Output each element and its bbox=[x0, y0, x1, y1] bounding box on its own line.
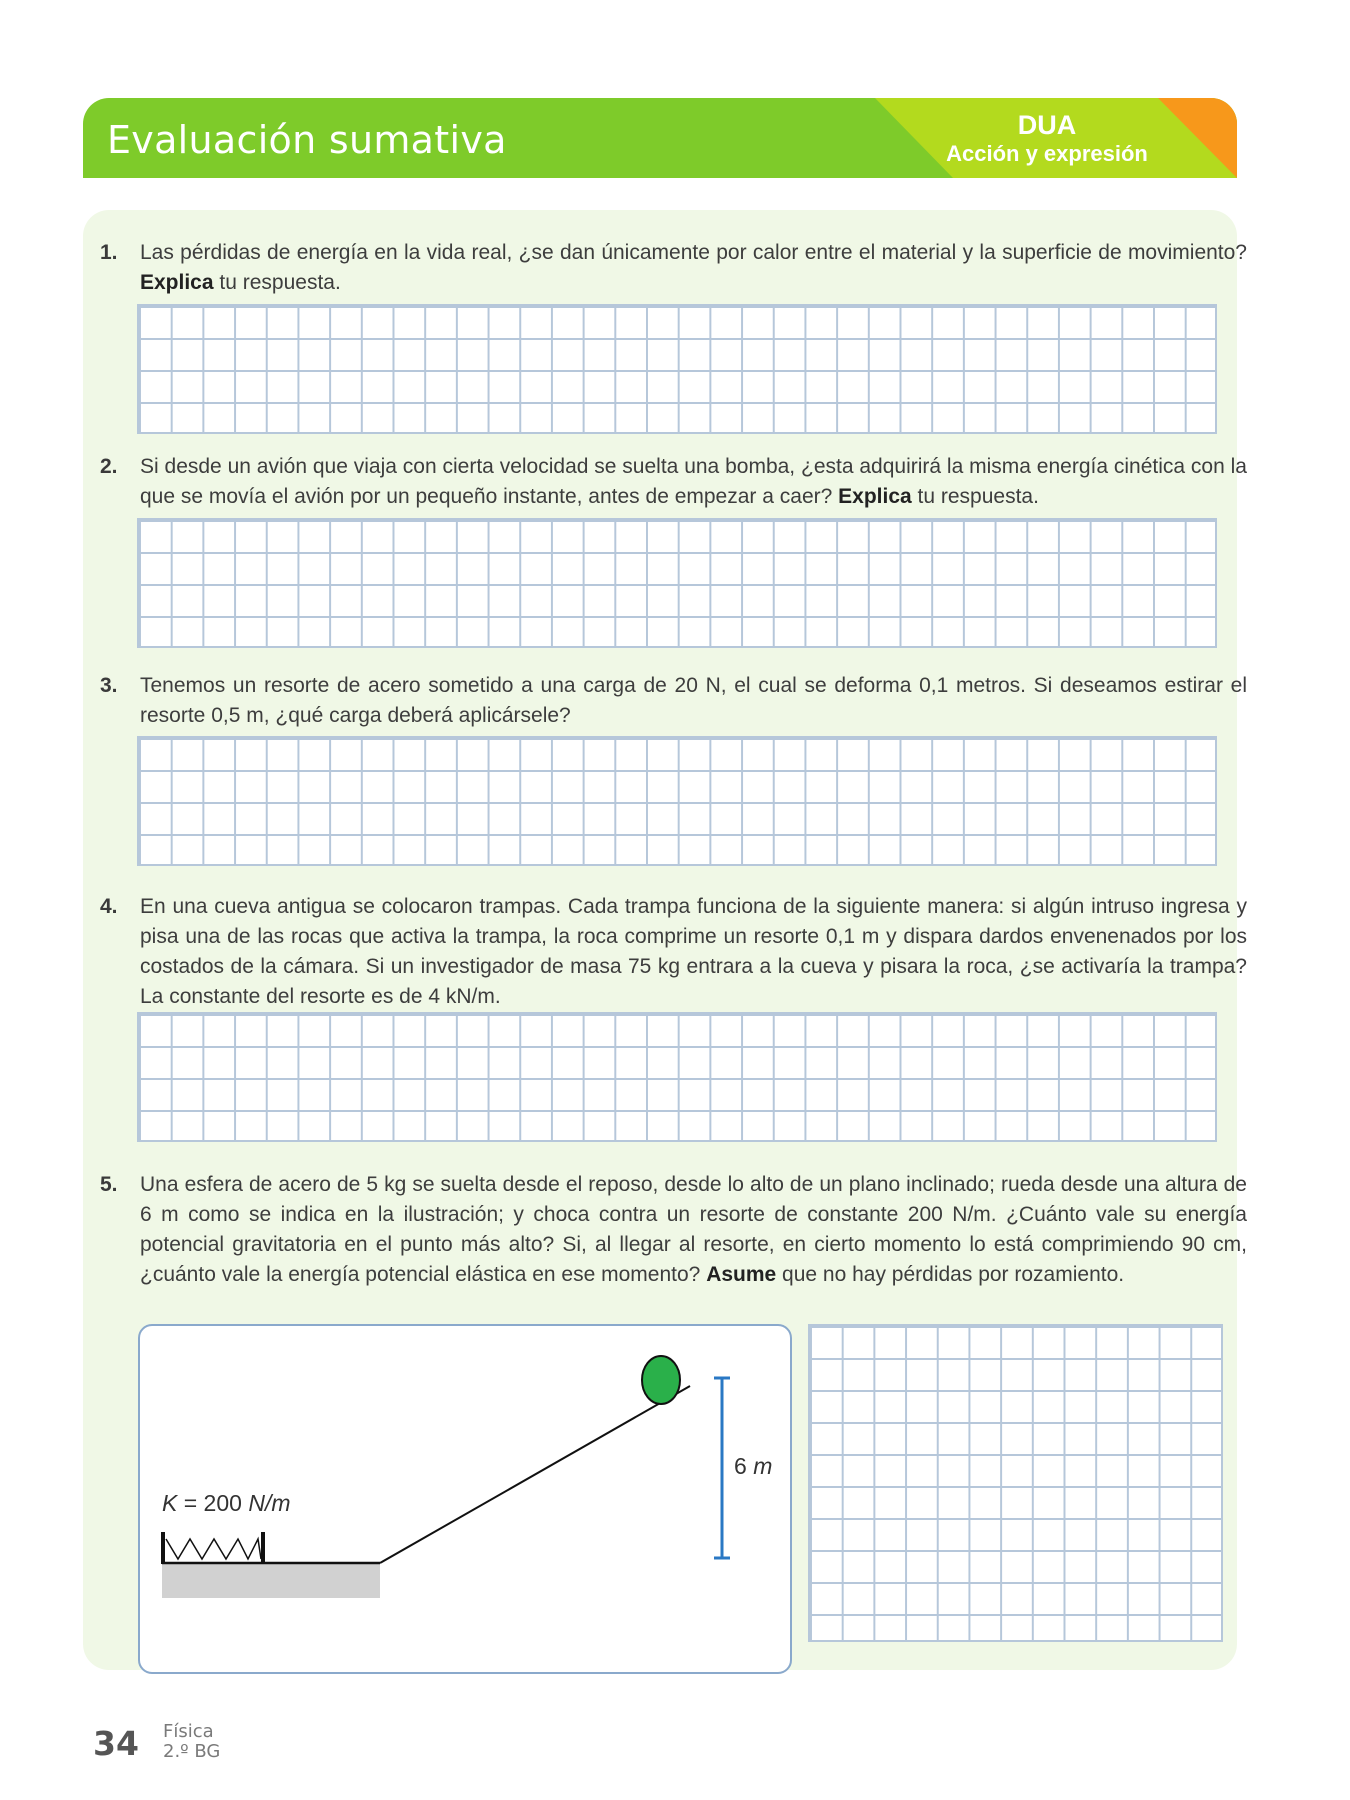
answer-grid-4[interactable] bbox=[137, 1012, 1217, 1142]
question-text: Una esfera de acero de 5 kg se suelta desde el reposo, desde lo alto de un plano inclinado; rueda desde una altura de 6 m como se indica en la ilustración; y choca contra un resorte de constante 200 N/m. ¿Cuánto vale su energía potencial gravitatoria en el punto más alto? Si, al llegar al resorte, en cierto momento lo está comprimiendo 90 cm, ¿cuánto vale la energía potencial elástica en ese momento? Asume que no hay pérdidas por rozamiento. bbox=[140, 1173, 1247, 1286]
question-3 bbox=[100, 671, 1247, 731]
answer-grid-3[interactable] bbox=[137, 736, 1217, 866]
question-text: Las pérdidas de energía en la vida real, ¿se dan únicamente por calor entre el material y la superficie de movimiento? Explica tu respuesta. bbox=[140, 241, 1247, 294]
question-number: 2. bbox=[100, 455, 118, 478]
subject-name: Física bbox=[163, 1721, 214, 1742]
height-label: 6 m bbox=[734, 1453, 773, 1479]
ball-icon bbox=[642, 1356, 680, 1404]
question-number: 1. bbox=[100, 241, 118, 264]
spring-constant-label: K = 200 N/m bbox=[162, 1490, 291, 1516]
inclined-plane-diagram bbox=[138, 1324, 792, 1674]
question-1 bbox=[100, 238, 1247, 298]
question-number: 3. bbox=[100, 674, 118, 697]
page-number: 34 bbox=[93, 1724, 139, 1763]
dua-badge-subtitle: Acción y expresión bbox=[946, 141, 1148, 166]
footer-subject bbox=[163, 1722, 220, 1762]
page-title: Evaluación sumativa bbox=[107, 118, 507, 162]
question-5 bbox=[100, 1170, 1247, 1290]
dua-badge-title: DUA bbox=[1017, 110, 1077, 140]
section-header bbox=[83, 98, 1237, 178]
spring-icon bbox=[166, 1539, 261, 1559]
question-4 bbox=[100, 892, 1247, 1012]
question-number: 4. bbox=[100, 895, 118, 918]
question-text: En una cueva antigua se colocaron trampas. Cada trampa funciona de la siguiente manera: si algún intruso ingresa y pisa una de las rocas que activa la trampa, la roca comprime un resorte 0,1 m y dispara dardos envenenados por los costados de la cámara. Si un investigador de masa 75 kg entrara a la cueva y pisara la roca, ¿se activaría la trampa? La constante del resorte es de 4 kN/m. bbox=[140, 895, 1247, 1008]
grade-level: 2.º BG bbox=[163, 1741, 221, 1762]
ground-block bbox=[162, 1564, 380, 1598]
answer-grid-2[interactable] bbox=[137, 518, 1217, 648]
question-2 bbox=[100, 452, 1247, 512]
answer-grid-1[interactable] bbox=[137, 304, 1217, 434]
answer-grid-5[interactable] bbox=[808, 1324, 1223, 1642]
question-text: Tenemos un resorte de acero sometido a una carga de 20 N, el cual se deforma 0,1 metros. Si deseamos estirar el resorte 0,5 m, ¿qué carga deberá aplicársele? bbox=[140, 674, 1247, 727]
dua-badge bbox=[927, 110, 1167, 168]
question-number: 5. bbox=[100, 1173, 118, 1196]
question-text: Si desde un avión que viaja con cierta velocidad se suelta una bomba, ¿esta adquirirá la misma energía cinética con la que se movía el avión por un pequeño instante, antes de empezar a caer? Explica tu respuesta. bbox=[140, 455, 1247, 508]
